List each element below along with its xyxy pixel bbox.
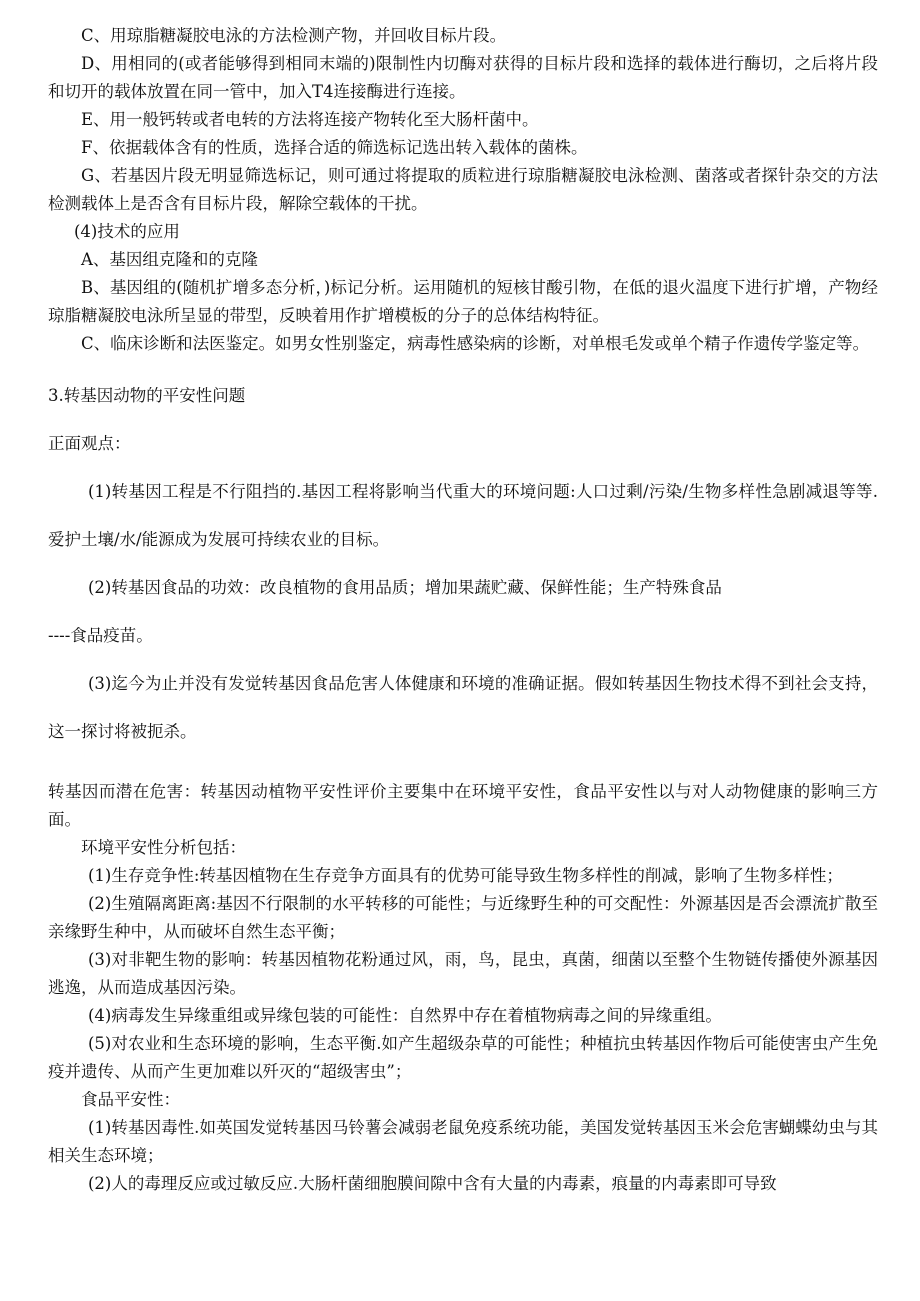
positive-point-1: (1)转基因工程是不行阻挡的.基因工程将影响当代重大的环境问题:人口过剩/污染/生物多样性急剧减退等等.爱护土壤/水/能源成为发展可持续农业的目标。 (48, 482, 878, 549)
food-safety-heading: 食品平安性： (81, 1090, 180, 1109)
environment-point-5: (5)对农业和生态环境的影响，生态平衡.如产生超级杂草的可能性；种植抗虫转基因作物后可能使害虫产生免疫并遗传、从而产生更加难以歼灭的“超级害虫”； (48, 1034, 878, 1081)
food-point-1: (1)转基因毒性.如英国发觉转基因马铃薯会减弱老鼠免疫系统功能，美国发觉转基因玉米会危害蝴蝶幼虫与其相关生态环境； (48, 1118, 878, 1165)
step-c-gel: C、用琼脂糖凝胶电泳的方法检测产物，并回收目标片段。 (81, 26, 507, 45)
positive-point-2: (2)转基因食品的功效：改良植物的食用品质；增加果蔬贮藏、保鲜性能；生产特殊食品 (88, 578, 722, 597)
document-page (48, 22, 878, 1198)
environment-point-1: (1)生存竞争性:转基因植物在生存竞争方面具有的优势可能导致生物多样性的削减，影响了生物多样性； (88, 866, 843, 885)
positive-point-2-continued: ----食品疫苗。 (48, 626, 153, 645)
risks-intro: 转基因而潜在危害：转基因动植物平安性评价主要集中在环境平安性，食品平安性以与对人动物健康的影响三方面。 (48, 782, 878, 829)
step-d-ligation: D、用相同的(或者能够得到相同末端的)限制性内切酶对获得的目标片段和选择的载体进行酶切，之后将片段和切开的载体放置在同一管中，加入T4连接酶进行连接。 (48, 54, 878, 101)
application-a: A、基因组克隆和的克隆 (81, 250, 258, 269)
section-3-title: 3.转基因动物的平安性问题 (48, 386, 246, 405)
environment-point-3: (3)对非靶生物的影响：转基因植物花粉通过风，雨，鸟，昆虫，真菌，细菌以至整个生物链传播使外源基因逃逸，从而造成基因污染。 (48, 950, 878, 997)
step-e-transformation: E、用一般钙转或者电转的方法将连接产物转化至大肠杆菌中。 (81, 110, 539, 129)
applications-heading: (4)技术的应用 (74, 222, 180, 241)
positive-view-label: 正面观点： (48, 434, 131, 453)
application-c: C、临床诊断和法医鉴定。如男女性别鉴定，病毒性感染病的诊断，对单根毛发或单个精子作遗传学鉴定等。 (81, 334, 870, 353)
food-point-2: (2)人的毒理反应或过敏反应.大肠杆菌细胞膜间隙中含有大量的内毒素，痕量的内毒素即可导致 (88, 1174, 777, 1193)
environment-point-4: (4)病毒发生异缘重组或异缘包装的可能性：自然界中存在着植物病毒之间的异缘重组。 (88, 1006, 722, 1025)
environment-point-2: (2)生殖隔离距离:基因不行限制的水平转移的可能性；与近缘野生种的可交配性：外源基因是否会漂流扩散至亲缘野生种中，从而破坏自然生态平衡； (48, 894, 878, 941)
step-f-selection: F、依据载体含有的性质，选择合适的筛选标记选出转入载体的菌株。 (81, 138, 588, 157)
step-g-verification: G、若基因片段无明显筛选标记，则可通过将提取的质粒进行琼脂糖凝胶电泳检测、菌落或者探针杂交的方法检测载体上是否含有目标片段，解除空载体的干扰。 (48, 166, 878, 213)
environment-safety-heading: 环境平安性分析包括： (81, 838, 246, 857)
positive-point-3: (3)迄今为止并没有发觉转基因食品危害人体健康和环境的准确证据。假如转基因生物技术得不到社会支持，这一探讨将被扼杀。 (48, 674, 878, 741)
application-b: B、基因组的(随机扩增多态分析，)标记分析。运用随机的短核甘酸引物，在低的退火温度下进行扩增，产物经琼脂糖凝胶电泳所呈显的带型，反映着用作扩增模板的分子的总体结构特征。 (48, 278, 878, 325)
